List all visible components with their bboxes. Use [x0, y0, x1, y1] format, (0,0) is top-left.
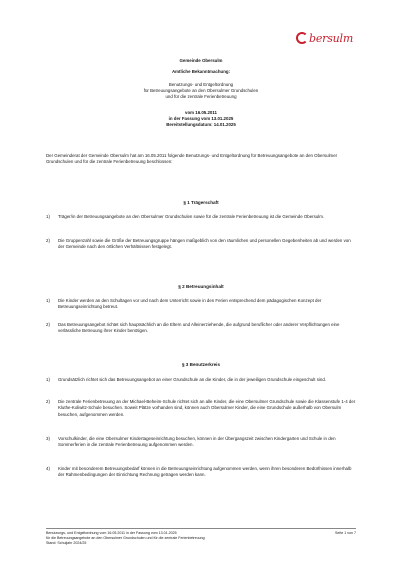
item-text: Träger/in der Betreuungsangebote an den Obersulmer Grundschulen sowie für die zentrale Ferienbetreuung ist die Gemeinde Obersulm.: [58, 214, 325, 219]
list-item: [46, 214, 356, 220]
item-text: Die Kinder werden an den Schultagen vor und nach dem Unterricht sowie in den Ferien entsprechend dem pädagogischen Konzept der Betreuungseinrichtung betreut.: [58, 298, 322, 310]
list-item: [46, 436, 356, 449]
item-text: Die Gruppenzahl sowie die Größe der Betreuungsgruppe hängen maßgeblich von den räumlichen und personellen Gegebenheiten ab und werden von der Gemeinde nach den örtlichen Verhältnissen festgelegt.: [58, 238, 351, 250]
date-line-2: in der Fassung vom 13.01.2025: [168, 116, 234, 121]
list-item: [46, 399, 356, 418]
municipality-name: Gemeinde Obersulm: [179, 58, 223, 63]
footer-line-1: Benutzungs- und Entgeltordnung vom 16.05.2011 in der Fassung vom 13.01.2025: [46, 531, 177, 535]
list-item: [46, 322, 356, 335]
item-text: Grundsätzlich richtet sich das Betreuungsangebot an einer Grundschule an die Kinder, die in der jeweiligen Grundschule eingeschult sind.: [58, 377, 326, 382]
obersulm-logo: [296, 30, 356, 46]
notice-label: Amtliche Bekanntmachung:: [171, 69, 231, 74]
page-footer: [46, 528, 356, 546]
footer-line-3: Stand: Schuljahr 2024/25: [46, 541, 87, 545]
date-line-1: vom 16.05.2011: [185, 110, 217, 115]
item-number: 1): [46, 214, 50, 219]
item-number: 2): [46, 322, 50, 327]
section-heading: § 1 Trägerschaft: [183, 200, 219, 205]
logo-text: bersulm: [309, 31, 354, 45]
footer-line-2: für die Betreuungsangebote an den Obersulmer Grundschulen und für die zentrale Ferienbetreuung: [46, 536, 205, 540]
item-text: Die zentrale Ferienbetreuung an der Michael-Beheim-Schule richtet sich an alle Kinder, die eine Obersulmer Grundschule sowie die Klassenstufe 1-4 der Kluthe-Koliwitz-Schule besuchen. Soweit Plätze vorhanden sind, können auch Obersulmer Kinder, die eine Grundschule außerhalb von Obersulm besuchen, aufgenommen werden.: [58, 399, 356, 417]
title-line-3: und für die zentrale Ferienbetreuung: [165, 94, 237, 99]
item-number: 1): [46, 298, 50, 303]
item-number: 1): [46, 377, 50, 382]
list-item: [46, 298, 356, 311]
item-text: Das Betreuungsangebot richtet sich hauptsächlich an die Eltern und Alleinerziehende, die aufgrund beruflicher oder anderer Verpflichtungen eine verlässliche Betreuung ihrer Kinder benötigen.: [58, 322, 340, 334]
page-number: Seite 1 von 7: [335, 531, 356, 535]
item-number: 2): [46, 399, 50, 404]
intro-paragraph: Der Gemeinderat der Gemeinde Obersulm hat am 16.05.2011 folgende Benutzungs- und Entgeltordnung für Betreuungsangebote an den Obersulmer Grundschulen und für die zentrale Ferienbetreuung beschlossen:: [46, 153, 338, 165]
logo-o-icon: [296, 32, 308, 44]
item-number: 3): [46, 436, 50, 441]
item-number: 2): [46, 238, 50, 243]
section-heading: § 3 Benutzerkreis: [181, 362, 221, 367]
title-line-2: für Betreuungsangebote an den Obersulmer Grundschulen: [143, 88, 259, 93]
list-item: [46, 238, 356, 251]
item-text: Kinder mit besonderem Betreuungsbedarf können in die Betreuungseinrichtung aufgenommen werden, wenn ihren besonderen Bedürfnissen innerhalb der Rahmenbedingungen der Einrichtung Rechnung getragen werden kann.: [58, 466, 352, 478]
date-line-3: Bereitstellungsdatum: 14.01.2025: [166, 122, 236, 127]
section-heading: § 2 Betreuungsinhalt: [178, 284, 224, 289]
item-text: Vorschulkinder, die eine Obersulmer Kindertageseinrichtung besuchen, können in der Übergangszeit zwischen Kindergarten und Schule in den Sommerferien in die zentrale Ferienbetreuung aufgenommen werden.: [58, 436, 336, 448]
footer-info: [46, 531, 286, 546]
list-item: [46, 377, 356, 383]
title-line-1: Benutzungs- und Entgeltordnung: [168, 82, 234, 87]
list-item: [46, 466, 356, 479]
item-number: 4): [46, 466, 50, 471]
